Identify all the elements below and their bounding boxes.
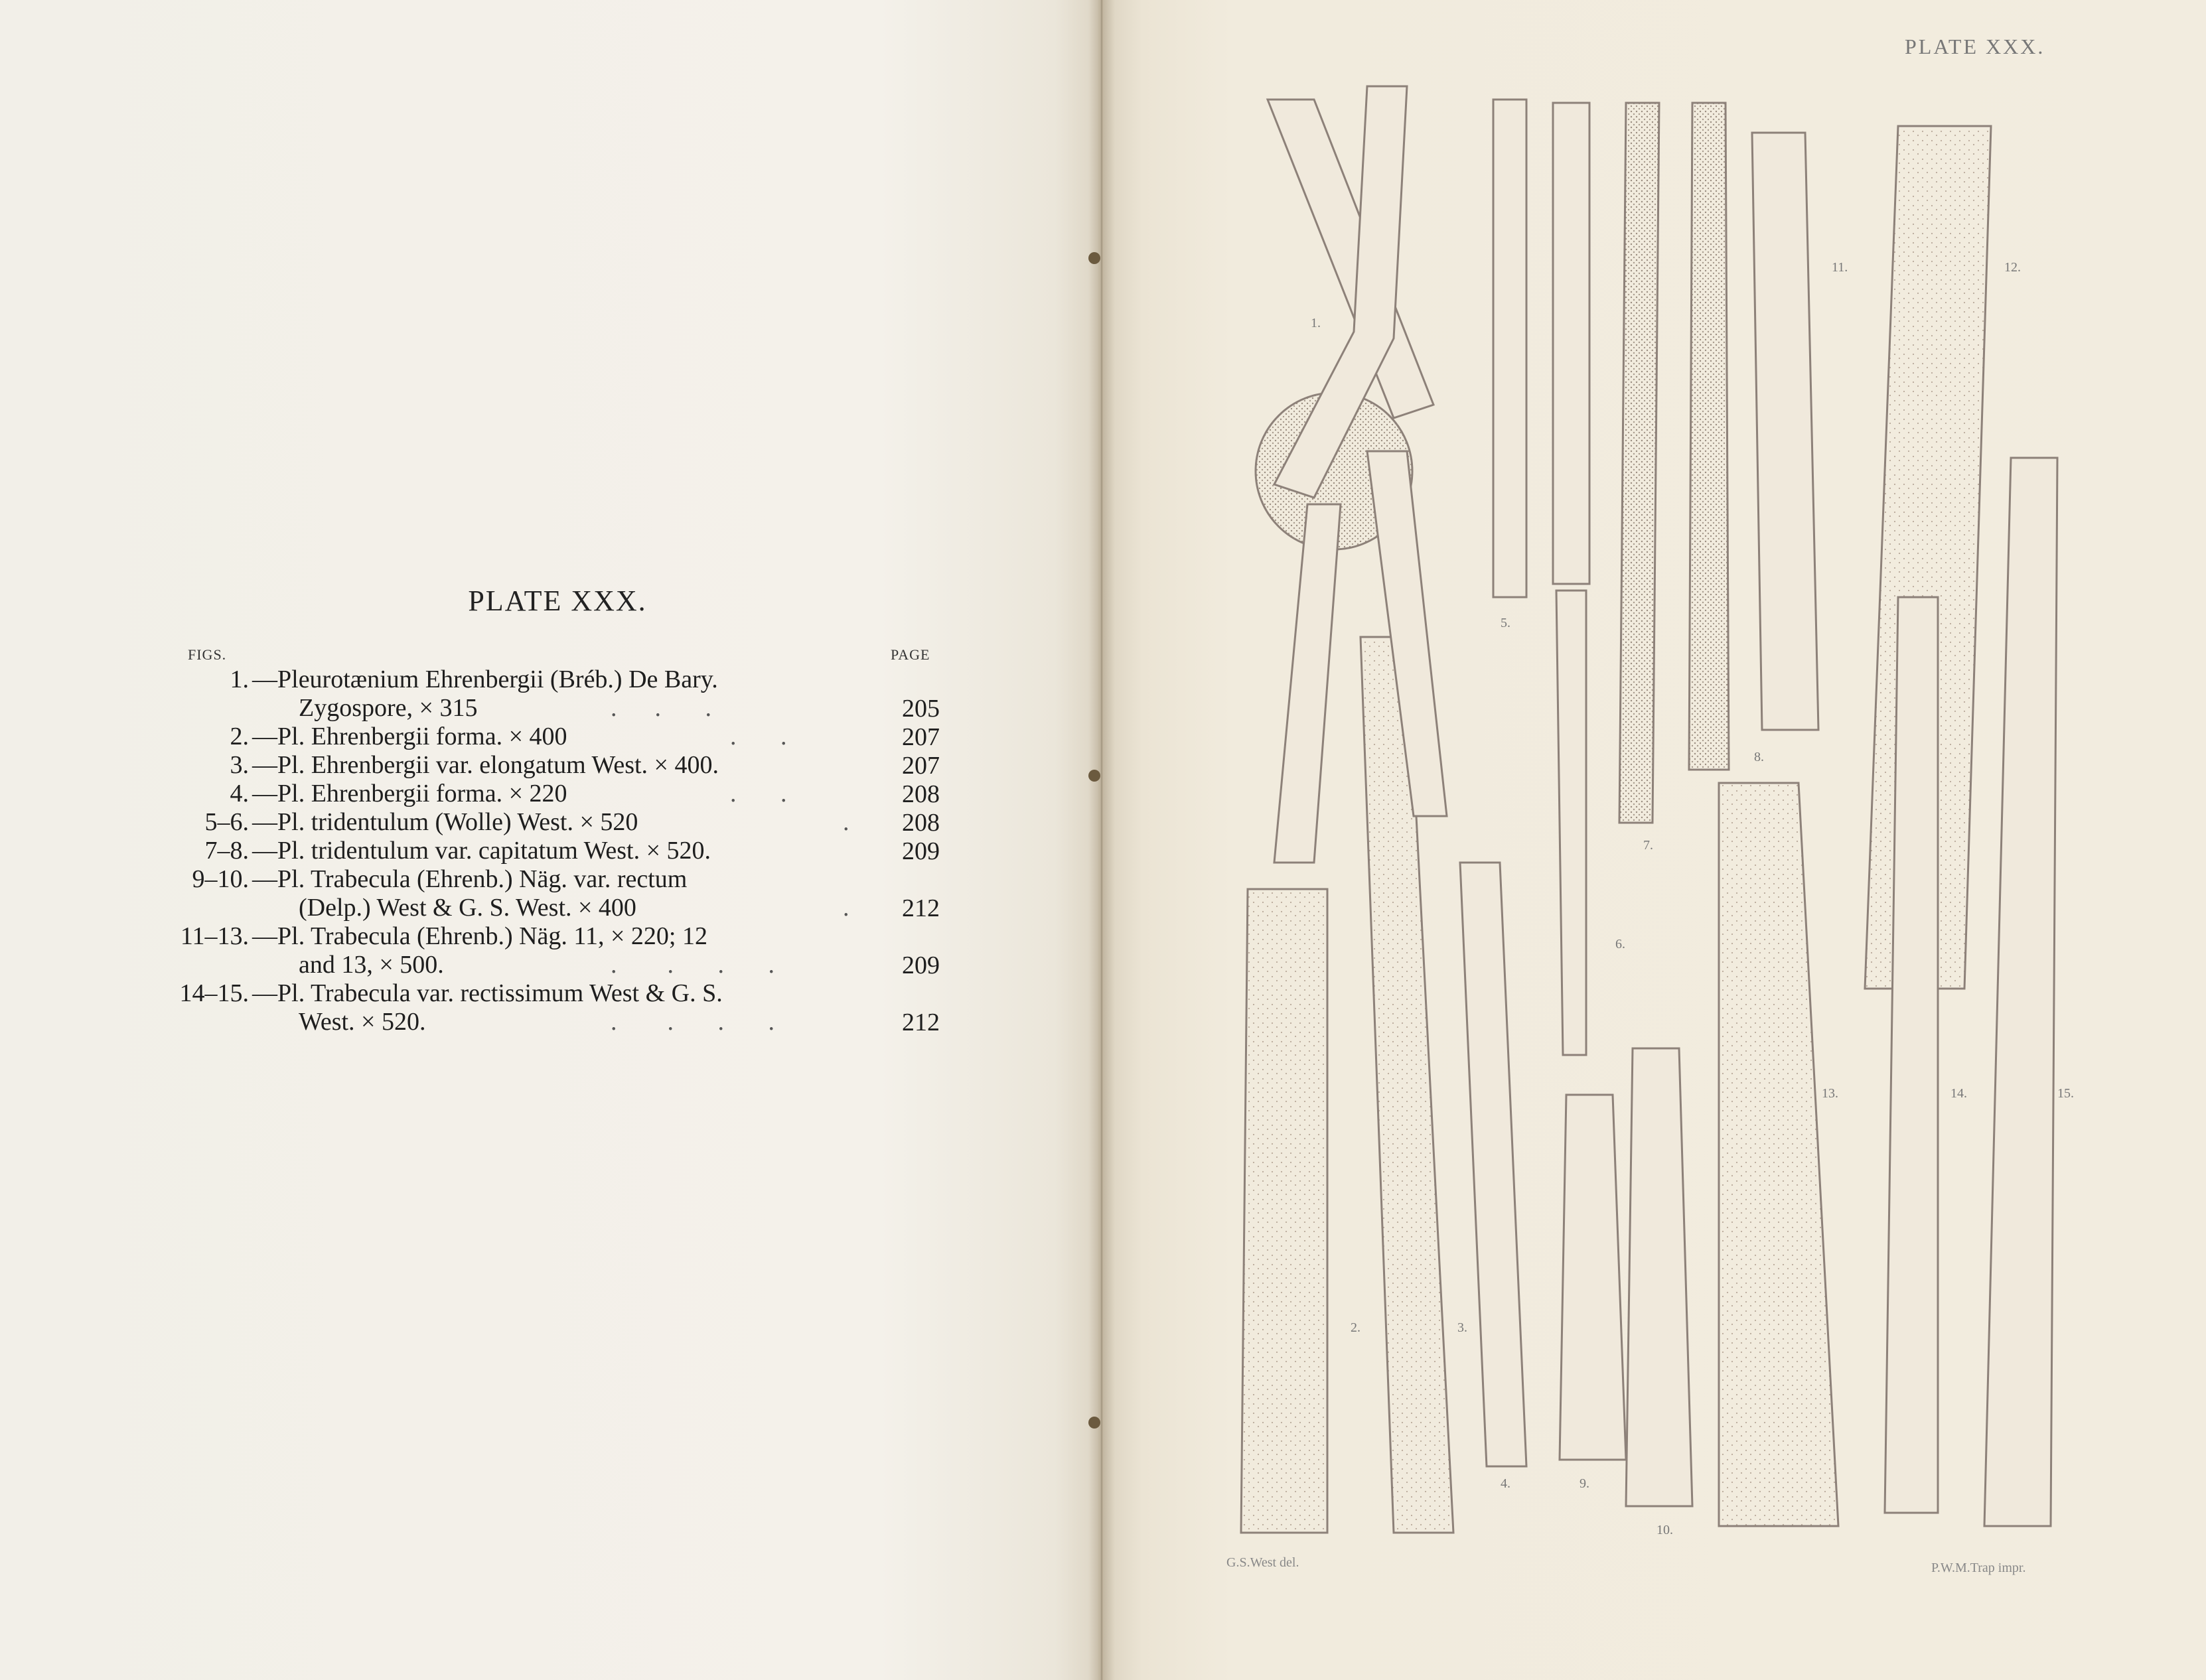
figure-label: 3. [1457, 1320, 1467, 1335]
figure-8-cell [1689, 103, 1729, 770]
left-page [0, 0, 1098, 1680]
entry-number: 5–6. [204, 808, 249, 836]
entry-text: —Pl. tridentulum (Wolle) West. × 520 [252, 808, 638, 836]
figure-1-cell [1274, 504, 1341, 863]
figure-label: 13. [1822, 1086, 1838, 1101]
credit-printer: P.W.M.Trap impr. [1931, 1561, 2026, 1575]
leader-dots: . . . [611, 694, 711, 722]
figure-label: 9. [1580, 1476, 1589, 1491]
figure-label: 11. [1832, 260, 1848, 275]
figure-label: 1. [1311, 316, 1321, 330]
page-number: 207 [902, 752, 940, 780]
figure-label: 15. [2057, 1086, 2074, 1101]
page-number: 208 [902, 809, 940, 837]
figure-2-cell [1241, 889, 1327, 1533]
figure-15-cell [1984, 458, 2057, 1526]
desmid-plate-illustration [1168, 73, 2084, 1559]
figs-column-label: FIGS. [188, 646, 227, 663]
entry-number: 9–10. [192, 865, 249, 893]
entry-text: —Pl. Trabecula (Ehrenb.) Näg. 11, × 220; 12 [252, 922, 707, 950]
entry-text: —Pl. Trabecula (Ehrenb.) Näg. var. rectum [252, 865, 688, 893]
entry-number: 7–8. [204, 837, 249, 865]
page-number: 205 [902, 695, 940, 723]
figure-label: 14. [1950, 1086, 1967, 1101]
plate-title: PLATE XXX. [468, 585, 647, 617]
figure-label: 2. [1351, 1320, 1360, 1335]
figure-5-cell [1493, 100, 1526, 597]
figure-11-cell [1752, 133, 1818, 730]
page-number: 207 [902, 723, 940, 751]
entry-text-cont: (Delp.) West & G. S. West. × 400 [299, 894, 636, 922]
entry-number: 3. [230, 751, 249, 779]
leader-dots: . [843, 894, 849, 922]
page-number: 209 [902, 951, 940, 979]
leader-dots: . . . . [611, 1008, 774, 1036]
page-column-label: PAGE [891, 646, 930, 663]
entry-text: —Pl. Ehrenbergii forma. × 220 [252, 780, 567, 807]
entry-number: 4. [230, 780, 249, 807]
entry-number: 2. [230, 723, 249, 750]
entry-text-cont: and 13, × 500. [299, 951, 444, 979]
entry-number: 14–15. [179, 979, 249, 1007]
page-number: 212 [902, 894, 940, 922]
figure-label: 12. [2004, 260, 2021, 275]
figure-6-cell [1553, 103, 1589, 584]
figure-label: 7. [1643, 838, 1653, 853]
figure-label: 8. [1754, 750, 1764, 764]
leader-dots: . . . . [611, 951, 774, 979]
page-number: 208 [902, 780, 940, 808]
page-number: 212 [902, 1009, 940, 1036]
entry-text: —Pl. tridentulum var. capitatum West. × 520. [252, 837, 711, 865]
entry-number: 11–13. [180, 922, 249, 950]
binding-stitch [1088, 252, 1100, 264]
figure-4-cell [1460, 863, 1526, 1466]
binding-stitch [1088, 1417, 1100, 1429]
figure-label: 5. [1501, 616, 1510, 630]
entry-number: 1. [230, 665, 249, 693]
entry-text: —Pl. Ehrenbergii var. elongatum West. × 400. [252, 751, 719, 779]
page-number: 209 [902, 837, 940, 865]
plate-header: PLATE XXX. [1905, 35, 2045, 58]
entry-text: —Pl. Ehrenbergii forma. × 400 [252, 723, 567, 750]
figure-label: 10. [1656, 1523, 1673, 1537]
figure-6-cell [1556, 591, 1586, 1055]
leader-dots: . . [730, 780, 787, 807]
figure-label: 4. [1501, 1476, 1510, 1491]
figure-13-cell [1719, 783, 1838, 1526]
figure-10-cell [1626, 1048, 1692, 1506]
credit-artist: G.S.West del. [1226, 1555, 1299, 1570]
figure-7-cell [1619, 103, 1659, 823]
figure-label: 6. [1615, 937, 1625, 951]
entry-text: —Pl. Trabecula var. rectissimum West & G. S. [252, 979, 723, 1007]
entry-text: —Pleurotænium Ehrenbergii (Bréb.) De Bary. [252, 665, 718, 693]
entry-text-cont: West. × 520. [299, 1008, 426, 1036]
entry-text-cont: Zygospore, × 315 [299, 694, 478, 722]
leader-dots: . [843, 808, 849, 836]
leader-dots: . . [730, 723, 787, 750]
binding-stitch [1088, 770, 1100, 782]
figure-9-cell [1560, 1095, 1626, 1460]
